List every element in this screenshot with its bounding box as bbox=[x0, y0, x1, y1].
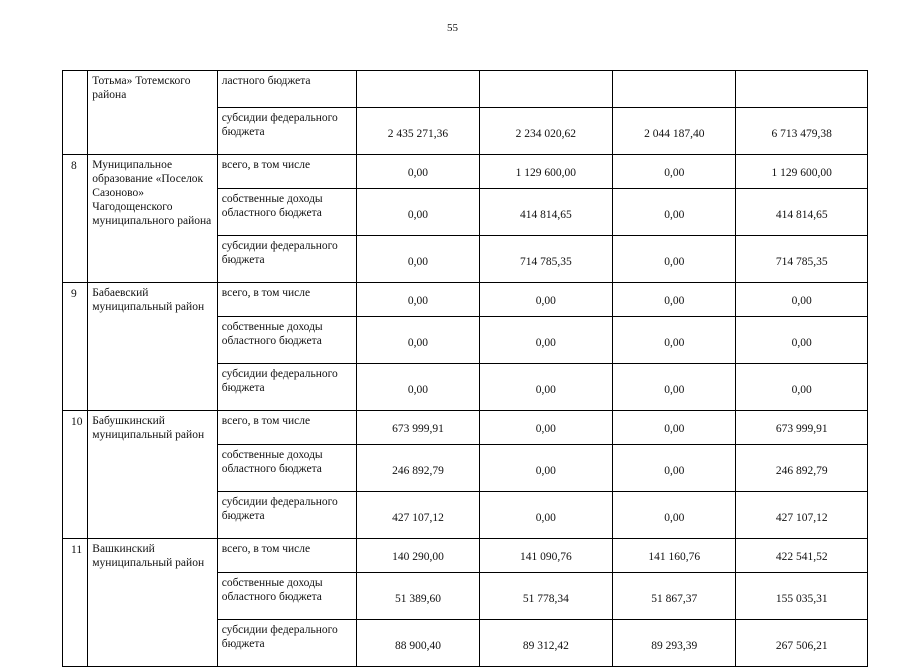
municipality-name: Вашкинский муниципальный район bbox=[88, 539, 217, 667]
funding-source: субсидии федерального бюджета bbox=[217, 492, 357, 539]
table-row bbox=[63, 283, 868, 317]
table-row bbox=[63, 539, 868, 573]
amount-value: 51 778,34 bbox=[522, 593, 569, 605]
amount-value: 427 107,12 bbox=[392, 512, 444, 524]
amount-cell bbox=[736, 189, 868, 236]
amount-cell bbox=[479, 364, 612, 411]
amount-cell bbox=[479, 539, 612, 573]
amount-value: 6 713 479,38 bbox=[771, 128, 832, 140]
amount-cell bbox=[613, 317, 736, 364]
amount-cell bbox=[479, 492, 612, 539]
amount-value: 714 785,35 bbox=[775, 256, 828, 268]
amount-value: 267 506,21 bbox=[775, 640, 828, 652]
amount-value: 1 129 600,00 bbox=[771, 166, 832, 179]
amount-value: 0,00 bbox=[664, 512, 685, 524]
table-row bbox=[63, 155, 868, 189]
amount-cell bbox=[479, 620, 612, 667]
amount-cell bbox=[736, 492, 868, 539]
amount-cell bbox=[613, 71, 736, 108]
funding-source: собственные доходы областного бюджета bbox=[217, 317, 357, 364]
funding-source: субсидии федерального бюджета bbox=[217, 236, 357, 283]
amount-value: 0,00 bbox=[664, 256, 685, 268]
amount-value: 0,00 bbox=[407, 256, 428, 268]
amount-cell bbox=[613, 108, 736, 155]
amount-value: 0,00 bbox=[664, 294, 685, 307]
municipality-name: Муниципальное образование «Поселок Сазоново» Чагодощенского муниципального района bbox=[88, 155, 217, 283]
amount-value: 0,00 bbox=[791, 294, 812, 307]
amount-cell bbox=[479, 317, 612, 364]
amount-value: 246 892,79 bbox=[392, 465, 444, 477]
amount-value: 0,00 bbox=[535, 294, 556, 307]
funding-source: ластного бюджета bbox=[217, 71, 357, 108]
amount-cell bbox=[357, 317, 479, 364]
amount-cell bbox=[613, 189, 736, 236]
funding-source: собственные доходы областного бюджета bbox=[217, 573, 357, 620]
funding-source: собственные доходы областного бюджета bbox=[217, 189, 357, 236]
funding-source: всего, в том числе bbox=[217, 155, 357, 189]
amount-cell bbox=[357, 411, 479, 445]
amount-value: 0,00 bbox=[407, 384, 428, 396]
amount-cell bbox=[613, 411, 736, 445]
amount-cell bbox=[357, 492, 479, 539]
amount-cell bbox=[613, 573, 736, 620]
amount-value: 0,00 bbox=[664, 209, 685, 221]
municipality-name: Тотьма» Тотемского района bbox=[88, 71, 217, 155]
amount-cell bbox=[736, 108, 868, 155]
amount-value: 51 389,60 bbox=[394, 593, 441, 605]
amount-cell bbox=[736, 445, 868, 492]
funding-source: субсидии федерального бюджета bbox=[217, 620, 357, 667]
amount-cell bbox=[357, 71, 479, 108]
amount-value: 673 999,91 bbox=[775, 422, 828, 435]
amount-value: 414 814,65 bbox=[519, 209, 572, 221]
amount-value: 0,00 bbox=[407, 166, 428, 179]
amount-cell bbox=[736, 573, 868, 620]
row-number: 9 bbox=[63, 283, 88, 411]
amount-value: 0,00 bbox=[664, 422, 685, 435]
amount-cell bbox=[357, 283, 479, 317]
amount-value: 0,00 bbox=[407, 294, 428, 307]
funding-source: субсидии федерального бюджета bbox=[217, 364, 357, 411]
funding-source: всего, в том числе bbox=[217, 283, 357, 317]
amount-cell bbox=[613, 364, 736, 411]
amount-cell bbox=[736, 364, 868, 411]
amount-cell bbox=[613, 283, 736, 317]
amount-value: 0,00 bbox=[407, 337, 428, 349]
table-row bbox=[63, 411, 868, 445]
amount-value: 0,00 bbox=[535, 422, 556, 435]
amount-cell bbox=[357, 364, 479, 411]
amount-cell bbox=[357, 108, 479, 155]
amount-value: 0,00 bbox=[664, 166, 685, 179]
amount-cell bbox=[479, 108, 612, 155]
amount-cell bbox=[357, 445, 479, 492]
amount-cell bbox=[736, 620, 868, 667]
amount-value: 0,00 bbox=[664, 465, 685, 477]
amount-cell bbox=[479, 445, 612, 492]
amount-cell bbox=[479, 573, 612, 620]
table-row bbox=[63, 71, 868, 108]
row-number bbox=[63, 71, 88, 155]
funding-source: собственные доходы областного бюджета bbox=[217, 445, 357, 492]
amount-value: 714 785,35 bbox=[519, 256, 572, 268]
amount-cell bbox=[736, 236, 868, 283]
amount-value: 51 867,37 bbox=[651, 593, 698, 605]
row-number: 10 bbox=[63, 411, 88, 539]
amount-cell bbox=[479, 155, 612, 189]
amount-value: 88 900,40 bbox=[394, 640, 441, 652]
amount-value: 2 435 271,36 bbox=[387, 128, 449, 140]
amount-value: 0,00 bbox=[791, 384, 812, 396]
funding-source: всего, в том числе bbox=[217, 411, 357, 445]
amount-cell bbox=[736, 283, 868, 317]
amount-value: 89 312,42 bbox=[522, 640, 569, 652]
amount-value: 140 290,00 bbox=[392, 550, 444, 563]
funding-source: всего, в том числе bbox=[217, 539, 357, 573]
amount-value: 0,00 bbox=[791, 337, 812, 349]
amount-cell bbox=[479, 283, 612, 317]
amount-cell bbox=[613, 445, 736, 492]
amount-value: 414 814,65 bbox=[775, 209, 828, 221]
amount-value: 0,00 bbox=[535, 384, 556, 396]
amount-cell bbox=[357, 539, 479, 573]
row-number: 11 bbox=[63, 539, 88, 667]
amount-value: 0,00 bbox=[535, 337, 556, 349]
amount-value: 246 892,79 bbox=[775, 465, 828, 477]
amount-value: 0,00 bbox=[664, 384, 685, 396]
amount-value: 155 035,31 bbox=[775, 593, 828, 605]
amount-cell bbox=[479, 236, 612, 283]
page-number: 55 bbox=[447, 22, 458, 34]
amount-cell bbox=[613, 620, 736, 667]
amount-cell bbox=[479, 189, 612, 236]
amount-cell bbox=[736, 317, 868, 364]
amount-value: 2 044 187,40 bbox=[644, 128, 705, 140]
amount-value: 2 234 020,62 bbox=[515, 128, 577, 140]
amount-cell bbox=[357, 620, 479, 667]
amount-cell bbox=[479, 411, 612, 445]
amount-cell bbox=[357, 189, 479, 236]
budget-table bbox=[62, 70, 868, 667]
amount-cell bbox=[736, 539, 868, 573]
municipality-name: Бабаевский муниципальный район bbox=[88, 283, 217, 411]
amount-value: 422 541,52 bbox=[775, 550, 828, 563]
amount-value: 0,00 bbox=[664, 337, 685, 349]
amount-cell bbox=[479, 71, 612, 108]
amount-value: 427 107,12 bbox=[775, 512, 828, 524]
amount-value: 141 160,76 bbox=[648, 550, 701, 563]
amount-cell bbox=[736, 155, 868, 189]
amount-cell bbox=[613, 539, 736, 573]
amount-cell bbox=[357, 236, 479, 283]
amount-cell bbox=[613, 155, 736, 189]
table-body bbox=[63, 71, 868, 667]
amount-cell bbox=[613, 492, 736, 539]
amount-cell bbox=[357, 155, 479, 189]
amount-value: 89 293,39 bbox=[651, 640, 698, 652]
funding-source: субсидии федерального бюджета bbox=[217, 108, 357, 155]
row-number: 8 bbox=[63, 155, 88, 283]
amount-cell bbox=[736, 71, 868, 108]
amount-value: 0,00 bbox=[535, 465, 556, 477]
amount-value: 0,00 bbox=[535, 512, 556, 524]
amount-cell bbox=[613, 236, 736, 283]
amount-cell bbox=[357, 573, 479, 620]
amount-value: 673 999,91 bbox=[392, 422, 444, 435]
municipality-name: Бабушкинский муниципальный район bbox=[88, 411, 217, 539]
amount-cell bbox=[736, 411, 868, 445]
amount-value: 141 090,76 bbox=[519, 550, 572, 563]
amount-value: 0,00 bbox=[407, 209, 428, 221]
amount-value: 1 129 600,00 bbox=[515, 166, 577, 179]
